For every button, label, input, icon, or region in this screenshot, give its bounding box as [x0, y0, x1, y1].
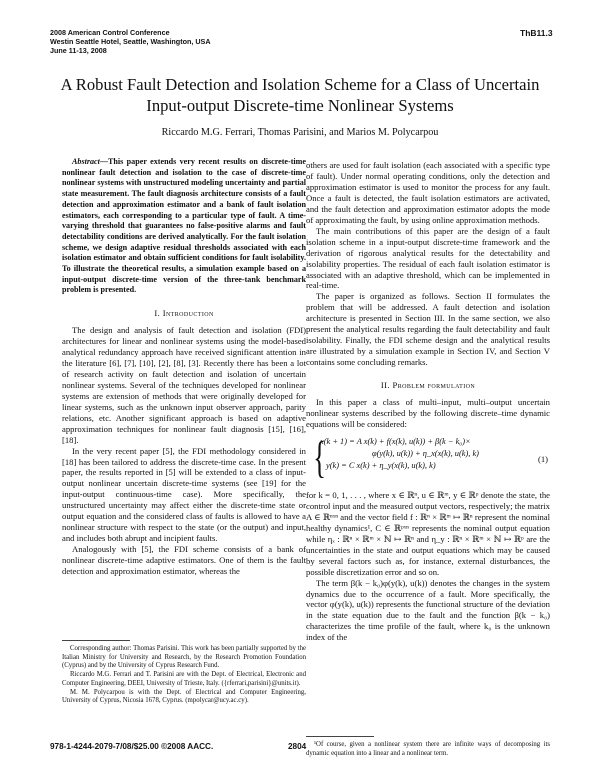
section-heading-problem [306, 380, 550, 391]
section-number: I. [154, 308, 161, 319]
footnote-affiliation-1: Riccardo M.G. Ferrari and T. Parisini are with the Dept. of Electrical, Electronic and Computer Engineering, DEEI, University of Trieste, Italy. ({rferrari,parisini}@units.it). [62, 671, 306, 687]
section-name: Problem formulation [392, 380, 476, 391]
equation-line-2: φ(y(k), u(k)) + η_x(x(k), u(k), k) [372, 448, 479, 458]
equation-number: (1) [537, 453, 548, 464]
footnote-divider [306, 736, 374, 737]
section-heading-introduction [62, 308, 306, 319]
left-column [62, 157, 306, 705]
abstract [62, 157, 306, 296]
right-paragraph-fault-term: The term β(k − k₀)φ(y(k), u(k)) denotes the changes in the system dynamics due to the occurrence of a fault. More specifically, the vector φ(y(k), u(k)) represents the functional structure of the deviation in the state equation due to the fault and the function β(k − k₀) characterizes the time profile of the fault, where k₀ is the unknown index of the [306, 577, 550, 643]
abstract-dash: — [99, 157, 108, 166]
footnote-divider [62, 640, 130, 641]
problem-intro: In this paper a class of multi–input, multi–output uncertain nonlinear systems described by the following discrete–time dynamic equations will be considered: [306, 397, 550, 429]
left-footnotes [62, 632, 306, 706]
footer-isbn: 978-1-4244-2079-7/08/$25.00 ©2008 AACC. [50, 742, 214, 751]
title-line-1: A Robust Fault Detection and Isolation Scheme for a Class of Uncertain [60, 75, 540, 94]
section-name: Introduction [162, 308, 214, 319]
title-line-2: Input-output Discrete-time Nonlinear Systems [146, 96, 454, 115]
page-number: 2804 [288, 742, 307, 751]
footnote-1: ¹Of course, given a nonlinear system there are infinite ways of decomposing its dynamic equation into a linear and a nonlinear term. [306, 741, 550, 757]
session-code: ThB11.3 [520, 28, 553, 38]
section-number: II. [380, 380, 390, 391]
equation-line-3: y(k) = C x(k) + η_y(x(k), u(k), k) [326, 460, 436, 470]
equation-1 [306, 432, 550, 485]
intro-paragraph-2: In the very recent paper [5], the FDI methodology considered in [18] has been tailored to address the discrete-time case. In the present paper, the results reported in [5] will be extended to a class of input-output nonlinear uncertain discrete-time systems (see [19] for the input-output continuous-time case). More specifically, the unstructured uncertainty may affect either the discrete-time state or output equation and the considered class of faults is allowed to have a nonlinear structure with respect to the state (or the output) and input, and includes both abrupt and incipient faults. [62, 445, 306, 544]
conference-venue: Westin Seattle Hotel, Seattle, Washington, USA [50, 37, 211, 46]
right-column [306, 160, 550, 757]
equation-line-1: x(k + 1) = A x(k) + f(x(k), u(k)) + β(k − k₀)× [320, 436, 471, 446]
conference-header [50, 28, 211, 55]
right-paragraph-2: The main contributions of this paper are the design of a fault isolation scheme in a input-output discrete-time framework and the derivation of rigorous analytical results for the detectability and isolability properties. The residual of each fault isolation estimator is associated with an adaptive threshold, which can be implemented in real-time. [306, 225, 550, 291]
conference-name: 2008 American Control Conference [50, 28, 170, 37]
right-paragraph-1: others are used for fault isolation (each associated with a specific type of fault). Under normal operating conditions, only the detection and approximation estimator is used to monitor the process for any fault. Once a fault is detected, the fault isolation estimators are activated, and the fault detection and approximation estimator adopts the mode of approximating the fault, by using online approximation methods. [306, 160, 550, 225]
footnote-corresponding-author: Corresponding author: Thomas Parisini. This work has been partially supported by the Italian Ministry for University and Research, by the Research Promotion Foundation (Cyprus) and by the University of Cyprus Research Fund. [62, 645, 306, 670]
intro-paragraph-3: Analogously with [5], the FDI scheme consists of a bank of nonlinear discrete-time adaptive estimators. One of them is the fault detection and approximation estimator, whereas the [62, 544, 306, 577]
intro-paragraph-1: The design and analysis of fault detection and isolation (FDI) architectures for linear and nonlinear systems using the model-based analytical redundancy approach have received significant attention in the literature [6], [7], [10], [2], [8], [3]. Recently there has been a lot of research activity on fault detection and isolation of uncertain nonlinear systems. Several of the techniques developed for nonlinear systems are extension of methods that were originally developed for linear systems, such as the unknown input observer approach, parity relations, etc. Another significant approach is based on adaptive approximation techniques for nonlinear fault diagnosis [15], [16], [18]. [62, 325, 306, 445]
paper-title [40, 74, 560, 116]
equation-brace: { [313, 432, 326, 482]
right-footnotes [306, 728, 550, 758]
right-paragraph-3: The paper is organized as follows. Section II formulates the problem that will be addressed. A fault detection and isolation architecture is presented in Section III. In the same section, we also present the analytical results regarding the fault detectability and fault isolability. Finally, the FDI scheme design and the analytical results are illustrated by a simulation example in Section IV, and Section V contains some concluding remarks. [306, 291, 550, 368]
conference-dates: June 11-13, 2008 [50, 46, 107, 55]
author-list: Riccardo M.G. Ferrari, Thomas Parisini, and Marios M. Polycarpou [161, 127, 439, 138]
equation-lines [320, 436, 479, 472]
right-paragraph-definitions: for k = 0, 1, . . . , where x ∈ ℝⁿ, u ∈ ℝᵐ, y ∈ ℝᵖ denote the state, the control input and the measured output vectors, respectively; the matrix A ∈ ℝⁿˣⁿ and the vector field f : ℝⁿ × ℝᵐ ↦ ℝⁿ represent the nominal healthy dynamics¹, C ∈ ℝᵖˣⁿ represents the nominal output equation while ηₓ : ℝⁿ × ℝᵐ × ℕ ↦ ℝⁿ and η_y : ℝⁿ × ℝᵐ × ℕ ↦ ℝᵖ are the uncertainties in the state and output equations which may be caused by several factors such as, for instance, external disturbances, the possible discretization error and so on. [306, 489, 550, 577]
abstract-text: This paper extends very recent results on discrete-time nonlinear fault detection and isolation to the case of discrete-time nonlinear systems with unstructured modeling uncertainty and partial state measurement. The fault diagnosis architecture consists of a fault detection and approximation estimator and a bank of fault isolation estimators, each corresponding to a particular type of fault. A time-varying threshold that guarantees no false-positive alarms and fault detectability conditions are derived analytically. For the fault isolation scheme, we design adaptive residual thresholds associated with each isolation estimator and obtain sufficient conditions for fault isolability. To illustrate the theoretical results, a simulation example based on a input-output discrete-time version of the three-tank benchmark problem is presented. [62, 157, 306, 295]
footnote-affiliation-2: M. M. Polycarpou is with the Dept. of Electrical and Computer Engineering, University of Cyprus, Nicosia 1678, Cyprus. (mpolycar@ucy.ac.cy). [62, 688, 306, 705]
abstract-label: Abstract [72, 157, 100, 166]
